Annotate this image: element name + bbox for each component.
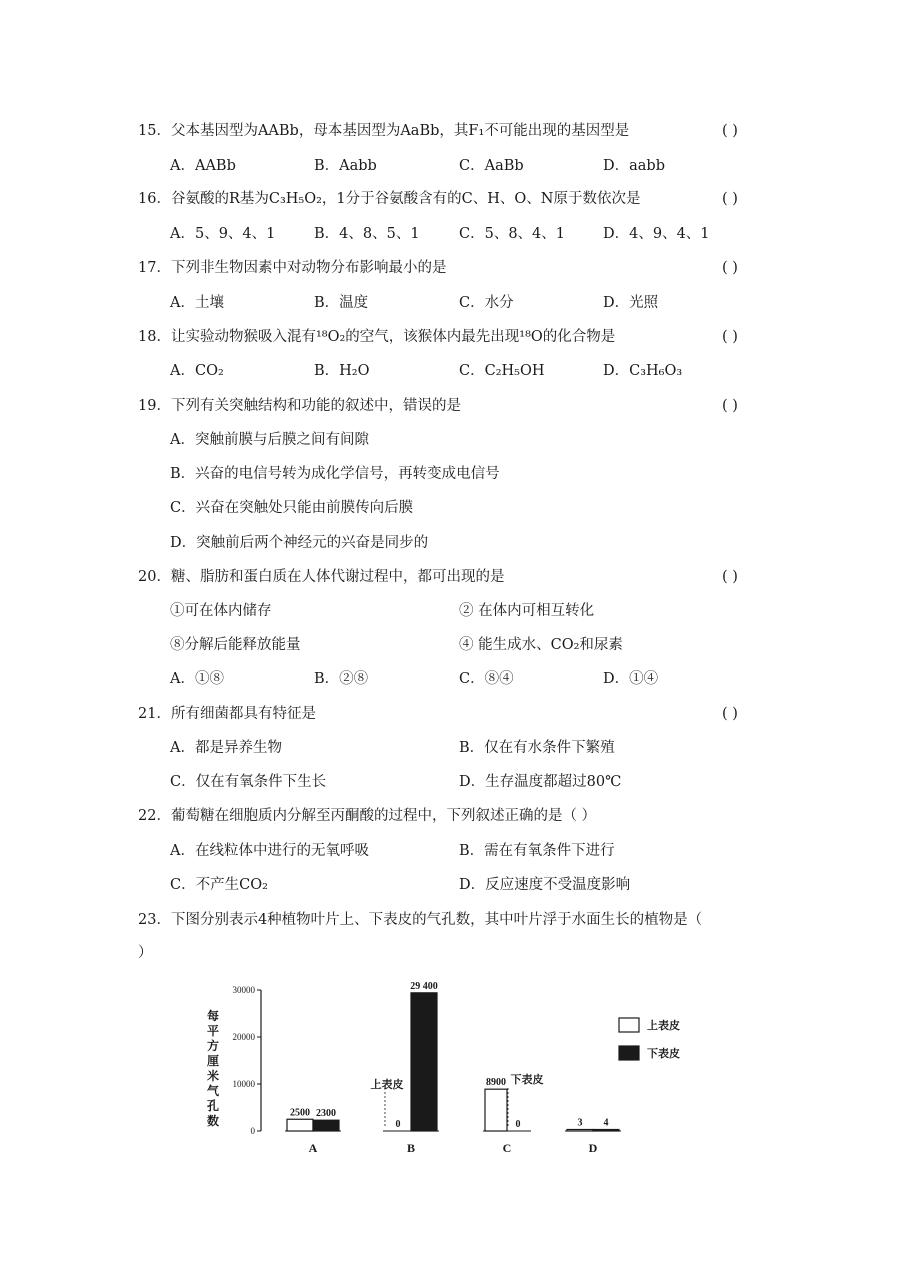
y-label-char: 方 (206, 1039, 220, 1053)
question-23-stem: 23．下图分别表示4种植物叶片上、下表皮的气孔数，其中叶片浮于水面生长的植物是（ (138, 912, 703, 928)
statement-3: ⑧分解后能释放能量 (170, 637, 301, 653)
annotation-lower: 下表皮 (510, 1074, 544, 1086)
option-b: B．仅在有水条件下繁殖 (459, 740, 615, 756)
data-label: 8900 (486, 1077, 506, 1089)
annotation-upper: 上表皮 (370, 1079, 404, 1091)
data-label: 2300 (316, 1108, 336, 1120)
y-label-char: 孔 (206, 1099, 220, 1113)
data-label: 29 400 (410, 980, 438, 992)
option-a: A．①⑧ (170, 671, 224, 687)
question-18-stem: 18．让实验动物猴吸入混有¹⁸O₂的空气，该猴体内最先出现¹⁸O的化合物是 (138, 329, 616, 345)
y-tick-label: 10000 (232, 1079, 255, 1089)
bar-A-upper (287, 1119, 313, 1131)
statement-1: ①可在体内储存 (170, 603, 272, 619)
option-d: D．反应速度不受温度影响 (459, 877, 631, 893)
y-tick-label: 30000 (232, 985, 255, 995)
option-d: D．C₃H₆O₃ (603, 363, 683, 379)
bar-C-upper (485, 1089, 507, 1131)
option-a: A．土壤 (170, 295, 224, 311)
category-label: D (588, 1141, 598, 1155)
option-d: D．4、9、4、1 (603, 226, 710, 242)
y-label-char: 数 (206, 1114, 220, 1128)
y-axis-label (206, 1008, 220, 1128)
option-a: A．突触前膜与后膜之间有间隙 (170, 432, 369, 448)
answer-blank: ( ) (722, 260, 738, 276)
data-label: 2500 (290, 1107, 310, 1119)
question-16-stem: 16．谷氨酸的R基为C₃H₅O₂，1分于谷氨酸含有的C、H、O、N原于数依次是 (138, 191, 641, 207)
option-d: D．突触前后两个神经元的兴奋是同步的 (170, 535, 429, 551)
stomata-bar-chart (195, 978, 715, 1168)
question-22-stem: 22．葡萄糖在细胞质内分解至丙酮酸的过程中，下列叙述正确的是（ ） (138, 808, 597, 824)
option-c: C．水分 (459, 295, 514, 311)
legend-label: 下表皮 (647, 1048, 680, 1060)
legend (619, 1018, 680, 1060)
bar-A-lower (313, 1120, 339, 1131)
option-b: B．需在有氧条件下进行 (459, 843, 615, 859)
statement-2: ② 在体内可相互转化 (459, 603, 595, 619)
bars (285, 981, 621, 1155)
option-b: B．H₂O (314, 363, 370, 379)
option-b: B．Aabb (314, 158, 377, 174)
data-label: 0 (515, 1119, 521, 1130)
option-c: C．不产生CO₂ (170, 877, 268, 893)
answer-blank: ( ) (722, 191, 738, 207)
option-b: B．②⑧ (314, 671, 369, 687)
category-label: C (502, 1141, 512, 1155)
option-a: A．在线粒体中进行的无氧呼吸 (170, 843, 369, 859)
option-d: D．光照 (603, 295, 659, 311)
y-ticks (233, 985, 262, 1136)
answer-blank: ( ) (722, 398, 738, 414)
answer-blank: ( ) (722, 706, 738, 722)
option-a: A．CO₂ (170, 363, 224, 379)
bar-B-lower (411, 993, 437, 1131)
option-c: C．仅在有氧条件下生长 (170, 774, 327, 790)
y-label-char: 米 (206, 1069, 220, 1083)
statement-4: ④ 能生成水、CO₂和尿素 (459, 637, 623, 653)
question-17-stem: 17．下列非生物因素中对动物分布影响最小的是 (138, 260, 447, 276)
answer-blank: ( ) (722, 569, 738, 585)
option-b: B．兴奋的电信号转为成化学信号，再转变成电信号 (170, 466, 500, 482)
question-19-stem: 19．下列有关突触结构和功能的叙述中，错误的是 (138, 398, 461, 414)
bar-D-upper (567, 1130, 593, 1132)
y-label-char: 厘 (206, 1054, 220, 1068)
option-a: A．AABb (170, 158, 236, 174)
y-label-char: 气 (206, 1084, 220, 1098)
legend-swatch (619, 1018, 639, 1032)
option-b: B．温度 (314, 295, 369, 311)
option-d: D．生存温度都超过80℃ (459, 774, 622, 790)
bar-D-lower (593, 1130, 619, 1132)
category-label: A (308, 1141, 318, 1155)
question-21-stem: 21．所有细菌都具有特征是 (138, 706, 316, 722)
option-b: B．4、8、5、1 (314, 226, 420, 242)
option-a: A．5、9、4、1 (170, 226, 276, 242)
option-c: C．AaBb (459, 158, 524, 174)
question-23-stem-end: ） (138, 945, 153, 961)
data-label: 3 (577, 1117, 583, 1129)
y-label-char: 平 (206, 1024, 220, 1038)
legend-label: 上表皮 (647, 1020, 680, 1032)
category-label: B (406, 1141, 416, 1155)
option-d: D．aabb (603, 158, 665, 174)
question-20-stem: 20．糖、脂肪和蛋白质在人体代谢过程中，都可出现的是 (138, 569, 505, 585)
option-c: C．⑧④ (459, 671, 514, 687)
answer-blank: ( ) (722, 329, 738, 345)
y-label-char: 每 (206, 1009, 220, 1023)
question-15-stem: 15．父本基因型为AABb，母本基因型为AaBb，其F₁不可能出现的基因型是 (138, 123, 630, 139)
answer-blank: ( ) (722, 123, 738, 139)
y-tick-label: 0 (250, 1126, 255, 1136)
option-c: C．C₂H₅OH (459, 363, 545, 379)
data-label: 4 (603, 1117, 609, 1129)
option-c: C．5、8、4、1 (459, 226, 565, 242)
y-tick-label: 20000 (232, 1032, 255, 1042)
legend-swatch (619, 1046, 639, 1060)
option-d: D．①④ (603, 671, 659, 687)
option-a: A．都是异养生物 (170, 740, 282, 756)
data-label: 0 (395, 1119, 401, 1130)
option-c: C．兴奋在突触处只能由前膜传向后膜 (170, 500, 414, 516)
